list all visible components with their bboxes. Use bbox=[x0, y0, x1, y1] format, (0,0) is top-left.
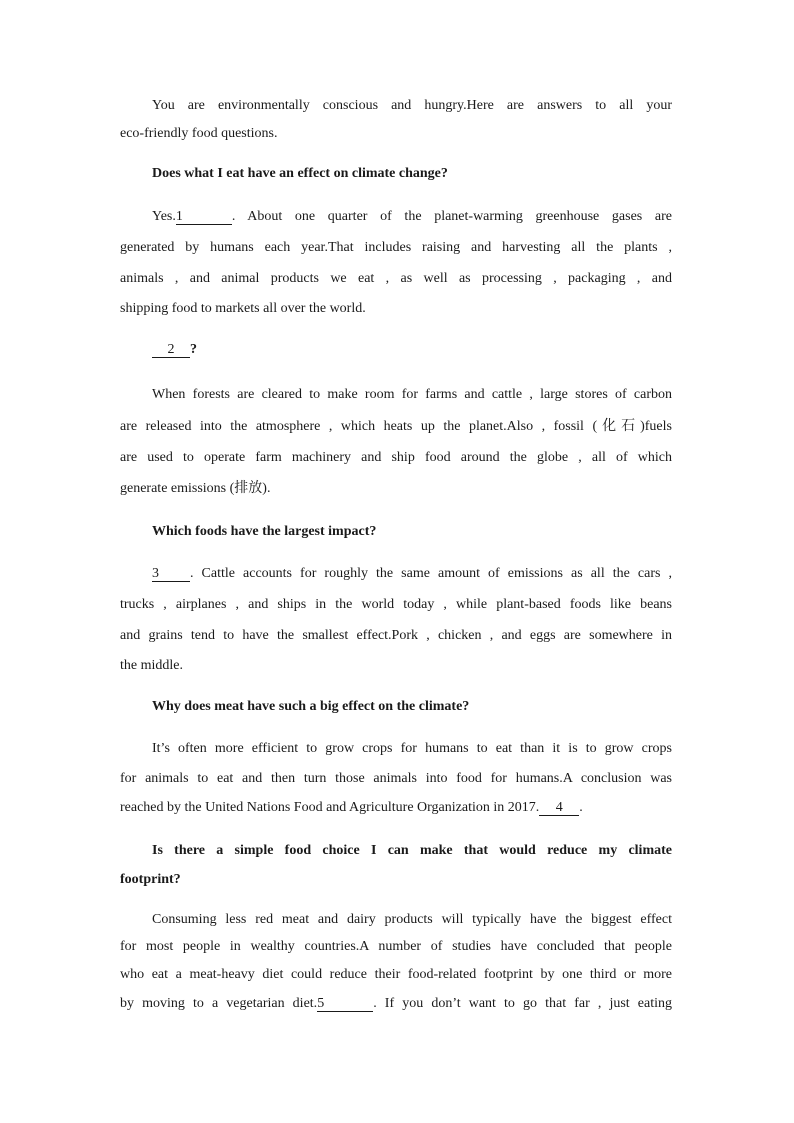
q1-line-1-text: . About one quarter of the planet-warming greenhouse gases are bbox=[231, 209, 672, 224]
blank-3[interactable]: 3 bbox=[152, 566, 190, 582]
question-heading-5-line-1: Is there a simple food choice I can make that would reduce my climate bbox=[152, 843, 672, 858]
question-heading-5-line-2: footprint? bbox=[120, 872, 181, 887]
q3-line-4: the middle. bbox=[120, 658, 183, 673]
blank-4[interactable]: 4 bbox=[539, 800, 579, 816]
intro-line-2: eco-friendly food questions. bbox=[120, 126, 278, 141]
q1-yes: Yes. bbox=[152, 209, 176, 224]
question-heading-4: Why does meat have such a big effect on the climate? bbox=[152, 699, 470, 714]
q4-period: . bbox=[579, 800, 583, 815]
q3-line-1-text: . Cattle accounts for roughly the same amount of emissions as all the cars , bbox=[190, 566, 672, 581]
intro-line-1: You are environmentally conscious and hungry.Here are answers to all your bbox=[152, 98, 672, 113]
question-heading-3: Which foods have the largest impact? bbox=[152, 524, 377, 539]
q4-line-3-text: reached by the United Nations Food and Agriculture Organization in 2017. bbox=[120, 800, 540, 815]
q4-line-2: for animals to eat and then turn those animals into food for humans.A conclusion was bbox=[120, 771, 672, 786]
question-mark: ? bbox=[190, 342, 197, 357]
q2-line-4: generate emissions (排放). bbox=[120, 481, 271, 496]
question-heading-1: Does what I eat have an effect on climate change? bbox=[152, 166, 448, 181]
q3-line-2: trucks , airplanes , and ships in the world today , while plant-based foods like beans bbox=[120, 597, 672, 612]
q1-line-4: shipping food to markets all over the world. bbox=[120, 301, 366, 316]
q1-line-1 bbox=[152, 209, 672, 225]
q3-line-1 bbox=[152, 566, 672, 582]
q5-line-4 bbox=[120, 996, 672, 1012]
blank-1[interactable]: 1 bbox=[176, 209, 232, 225]
q5-line-3: who eat a meat-heavy diet could reduce their food-related footprint by one third or more bbox=[120, 967, 672, 982]
q1-line-2: generated by humans each year.That includes raising and harvesting all the plants , bbox=[120, 240, 672, 255]
blank-5[interactable]: 5 bbox=[317, 996, 373, 1012]
q4-line-3 bbox=[120, 800, 672, 816]
q5-line-4-text: by moving to a vegetarian diet. bbox=[120, 996, 318, 1011]
q1-line-3: animals , and animal products we eat , as well as processing , packaging , and bbox=[120, 271, 672, 286]
q3-line-3: and grains tend to have the smallest effect.Pork , chicken , and eggs are somewhere in bbox=[120, 628, 672, 643]
q5-line-1: Consuming less red meat and dairy products will typically have the biggest effect bbox=[152, 912, 672, 927]
blank-2[interactable]: 2 bbox=[152, 342, 190, 358]
q5-line-2: for most people in wealthy countries.A number of studies have concluded that people bbox=[120, 939, 672, 954]
q2-line-1: When forests are cleared to make room for farms and cattle , large stores of carbon bbox=[152, 387, 672, 402]
q5-line-4-tail: . If you don’t want to go that far , just eating bbox=[373, 996, 672, 1011]
q4-line-1: It’s often more efficient to grow crops for humans to eat than it is to grow crops bbox=[152, 741, 672, 756]
q2-line-2: are released into the atmosphere , which heats up the planet.Also , fossil (化石)fuels bbox=[120, 419, 672, 434]
q2-line-3: are used to operate farm machinery and ship food around the globe , all of which bbox=[120, 450, 672, 465]
question-heading-2 bbox=[152, 342, 672, 358]
